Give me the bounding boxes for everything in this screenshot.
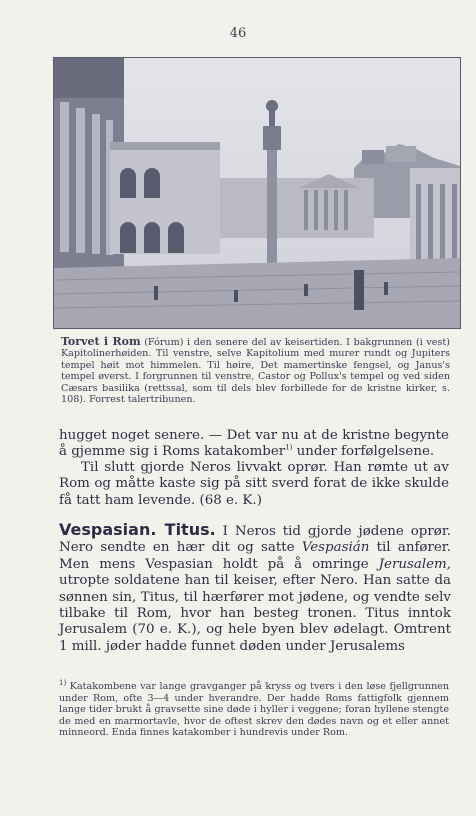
paragraph-text: hugget noget senere. — Det var nu at de kristne begynte å gjemme sig i Roms katakomber (59, 428, 449, 460)
paragraph-text-end: under forfølgelsene. (292, 444, 435, 460)
forum-engraving-image (54, 58, 460, 328)
section-heading: Vespasian. Titus. (59, 520, 216, 539)
section-text-1: I Neros tid gjorde jødene oprør. Nero sendte en hær dit og satte (59, 524, 452, 556)
section-text-3: utropte soldatene han til keiser, efter Nero. Han satte da sønnen sin, Titus, til hærfører mot jødene, og vendte selv tilbake til Rom, hvor han besteg tronen. Titus inntok Jerusalem (70 e. K.), og hele byen blev ødelagt. Omtrent 1 mill. jøder hadde funnet døden under Jerusalems (59, 573, 451, 654)
name-jerusalem: Jerusalem, (378, 556, 451, 572)
footnote (59, 678, 449, 739)
caption-title: Torvet i Rom (61, 335, 141, 348)
section-text-2: til anfører. Men mens Vespasian holdt på å omringe (59, 540, 451, 572)
forum-illustration (53, 57, 461, 329)
footnote-reference: 1) (285, 443, 293, 452)
name-vespasian: Vespasián (301, 540, 370, 556)
paragraph-catacombs (59, 428, 449, 461)
section-vespasian-titus (59, 522, 451, 655)
page-number: 46 (229, 26, 247, 41)
caption-text: (Fórum) i den senere del av keisertiden. I bakgrunnen (i vest) Kapitolinerhøiden. Til venstre, selve Kapitolium med murer rundt og Jupiters tempel høit mot himmelen. Til høire, Det mamertinske fengsel, og Janus's tempel øverst. I forgrunnen til venstre, Castor og Pollux's tempel og ved siden Cæsars basilika (rettssal, som til dels blev forbillede for de kristne kirker, s. 108). Forrest talertribunen. (61, 337, 450, 406)
footnote-marker: 1) (59, 678, 67, 687)
figure-caption (61, 336, 450, 405)
paragraph-nero-death: Til slutt gjorde Neros livvakt oprør. Han rømte ut av Rom og måtte kaste sig på sitt sverd forat de ikke skulde få tatt ham levende. (68 e. K.) (59, 460, 449, 508)
footnote-text: Katakombene var lange gravganger på kryss og tvers i den løse fjellgrunnen under Rom, ofte 3—4 under hverandre. Der hadde Roms fattigfolk gjennem lange tider brukt å gravsette sine døde i hyller i veggene; foran hyllene stengte de med en marmortavle, hvor de oftest skrev den dødes navn og et eller annet minneord. Enda finnes katakomber i hundrevis under Rom. (59, 681, 449, 739)
